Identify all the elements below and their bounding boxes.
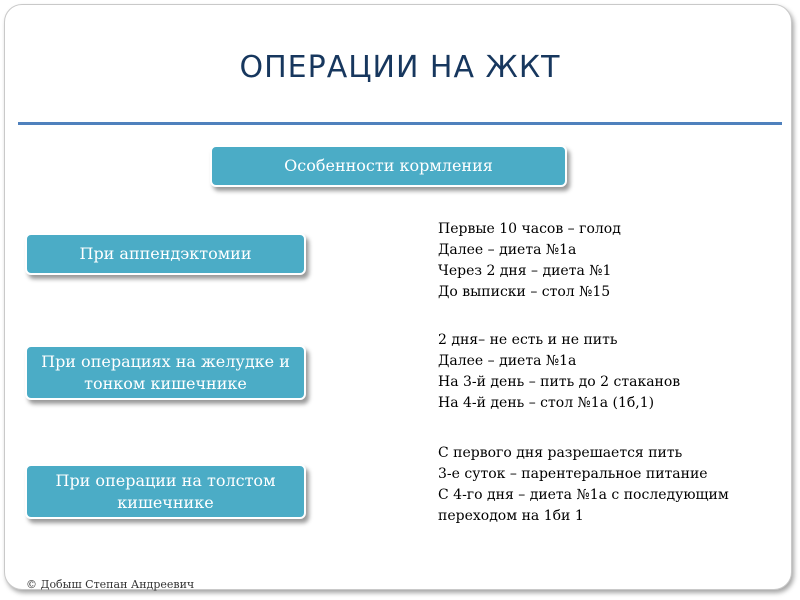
stomach-small-intestine-box: При операциях на желудке и тонком кишечнике: [25, 345, 306, 400]
diet-line: С 4-го дня – диета №1а с последующим: [438, 487, 729, 503]
diet-line: На 3-й день – пить до 2 стаканов: [438, 374, 681, 390]
title-divider: [18, 122, 782, 125]
diet-line: На 4-й день – стол №1а (1б,1): [438, 395, 655, 411]
diet-line: 3-е суток – парентеральное питание: [438, 466, 708, 482]
diet-line: Далее – диета №1а: [438, 353, 577, 369]
large-intestine-box: При операции на толстом кишечнике: [25, 464, 306, 519]
appendectomy-box: При аппендэктомии: [25, 233, 306, 275]
feeding-features-header-box: Особенности кормления: [210, 145, 567, 187]
diet-line: До выписки – стол №15: [438, 284, 611, 300]
diet-line: Далее – диета №1а: [438, 242, 577, 258]
diet-line: переходом на 1би 1: [438, 508, 584, 524]
appendectomy-diet-text: [438, 219, 621, 303]
diet-line: Через 2 дня – диета №1: [438, 263, 612, 279]
diet-line: 2 дня– не есть и не пить: [438, 332, 618, 348]
diet-line: Первые 10 часов – голод: [438, 221, 621, 237]
copyright-footer: © Добыш Степан Андреевич: [26, 578, 195, 591]
slide-title: ОПЕРАЦИИ НА ЖКТ: [239, 50, 561, 85]
stomach-diet-text: [438, 330, 680, 414]
diet-line: С первого дня разрешается пить: [438, 445, 683, 461]
large-intestine-diet-text: [438, 443, 729, 527]
